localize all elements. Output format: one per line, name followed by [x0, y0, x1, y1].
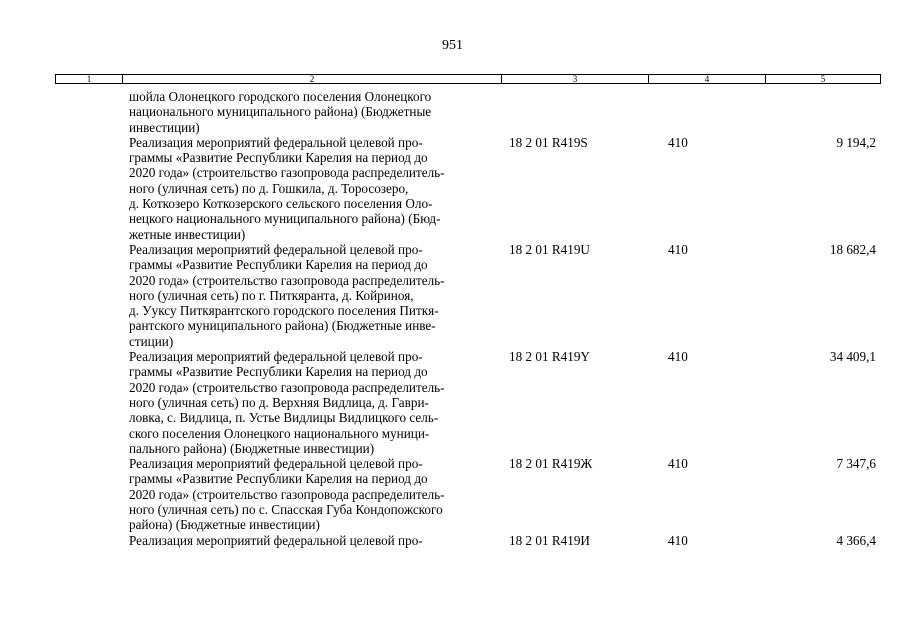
row-description: шойла Олонецкого городского поселения Олонецкого национального муниципального района) (Бюджетные инвестиции) [129, 89, 432, 135]
row-description: Реализация мероприятий федеральной целевой про- [129, 532, 423, 548]
table-row [0, 242, 905, 349]
table-row [0, 349, 905, 456]
row-amount: 4 366,4 [836, 532, 876, 548]
row-code: 18 2 01 R419Y [509, 349, 590, 365]
row-expense-type: 410 [668, 456, 688, 472]
page-number: 951 [442, 38, 463, 53]
row-description: Реализация мероприятий федеральной целевой про- граммы «Развитие Республики Карелия на период до 2020 года» (строительство газопровода распределитель- ного (уличная сеть) по с. Спасская Губа Кондопожского района) (Бюджетные инвестиции) [129, 456, 445, 533]
row-amount: 18 682,4 [829, 241, 876, 257]
table-row [0, 135, 905, 242]
row-code: 18 2 01 R419U [509, 241, 590, 257]
budget-table-body [0, 89, 905, 548]
row-description: Реализация мероприятий федеральной целевой про- граммы «Развитие Республики Карелия на период до 2020 года» (строительство газопровода распределитель- ного (уличная сеть) по д. Гошкила, д. Торосозеро, д. Коткозеро Коткозерского сельского поселения Оло- нецкого национального муниципального района) (Бюд- жетные инвестиции) [129, 134, 445, 242]
table-row [0, 533, 905, 548]
column-header-3: 3 [572, 74, 578, 84]
column-header-4: 4 [704, 74, 710, 84]
row-expense-type: 410 [668, 241, 688, 257]
row-code: 18 2 01 R419Ж [509, 456, 593, 472]
row-description: Реализация мероприятий федеральной целевой про- граммы «Развитие Республики Карелия на период до 2020 года» (строительство газопровода распределитель- ного (уличная сеть) по д. Верхняя Видлица, д. Гаври- ловка, с. Видлица, п. Устье Видлицы Видлицкого сель- ского поселения Олонецкого национального муници- пального района) (Бюджетные инвестиции) [129, 349, 445, 456]
row-code: 18 2 01 R419И [509, 532, 590, 548]
row-expense-type: 410 [668, 532, 688, 548]
column-header-2: 2 [309, 74, 315, 84]
table-row [0, 89, 905, 135]
column-header-1: 1 [86, 74, 92, 84]
row-amount: 7 347,6 [836, 456, 876, 472]
row-description: Реализация мероприятий федеральной целевой про- граммы «Развитие Республики Карелия на период до 2020 года» (строительство газопровода распределитель- ного (уличная сеть) по г. Питкяранта, д. Койриноя, д. Ууксу Питкярантского городского поселения Питкя- рантского муниципального района) (Бюджетные инве- стиции) [129, 241, 445, 349]
column-header-row [55, 74, 881, 84]
table-row [0, 456, 905, 532]
row-expense-type: 410 [668, 134, 688, 150]
row-amount: 34 409,1 [829, 349, 876, 365]
row-amount: 9 194,2 [836, 134, 876, 150]
row-expense-type: 410 [668, 349, 688, 365]
row-code: 18 2 01 R419S [509, 134, 588, 150]
column-header-5: 5 [820, 74, 826, 84]
